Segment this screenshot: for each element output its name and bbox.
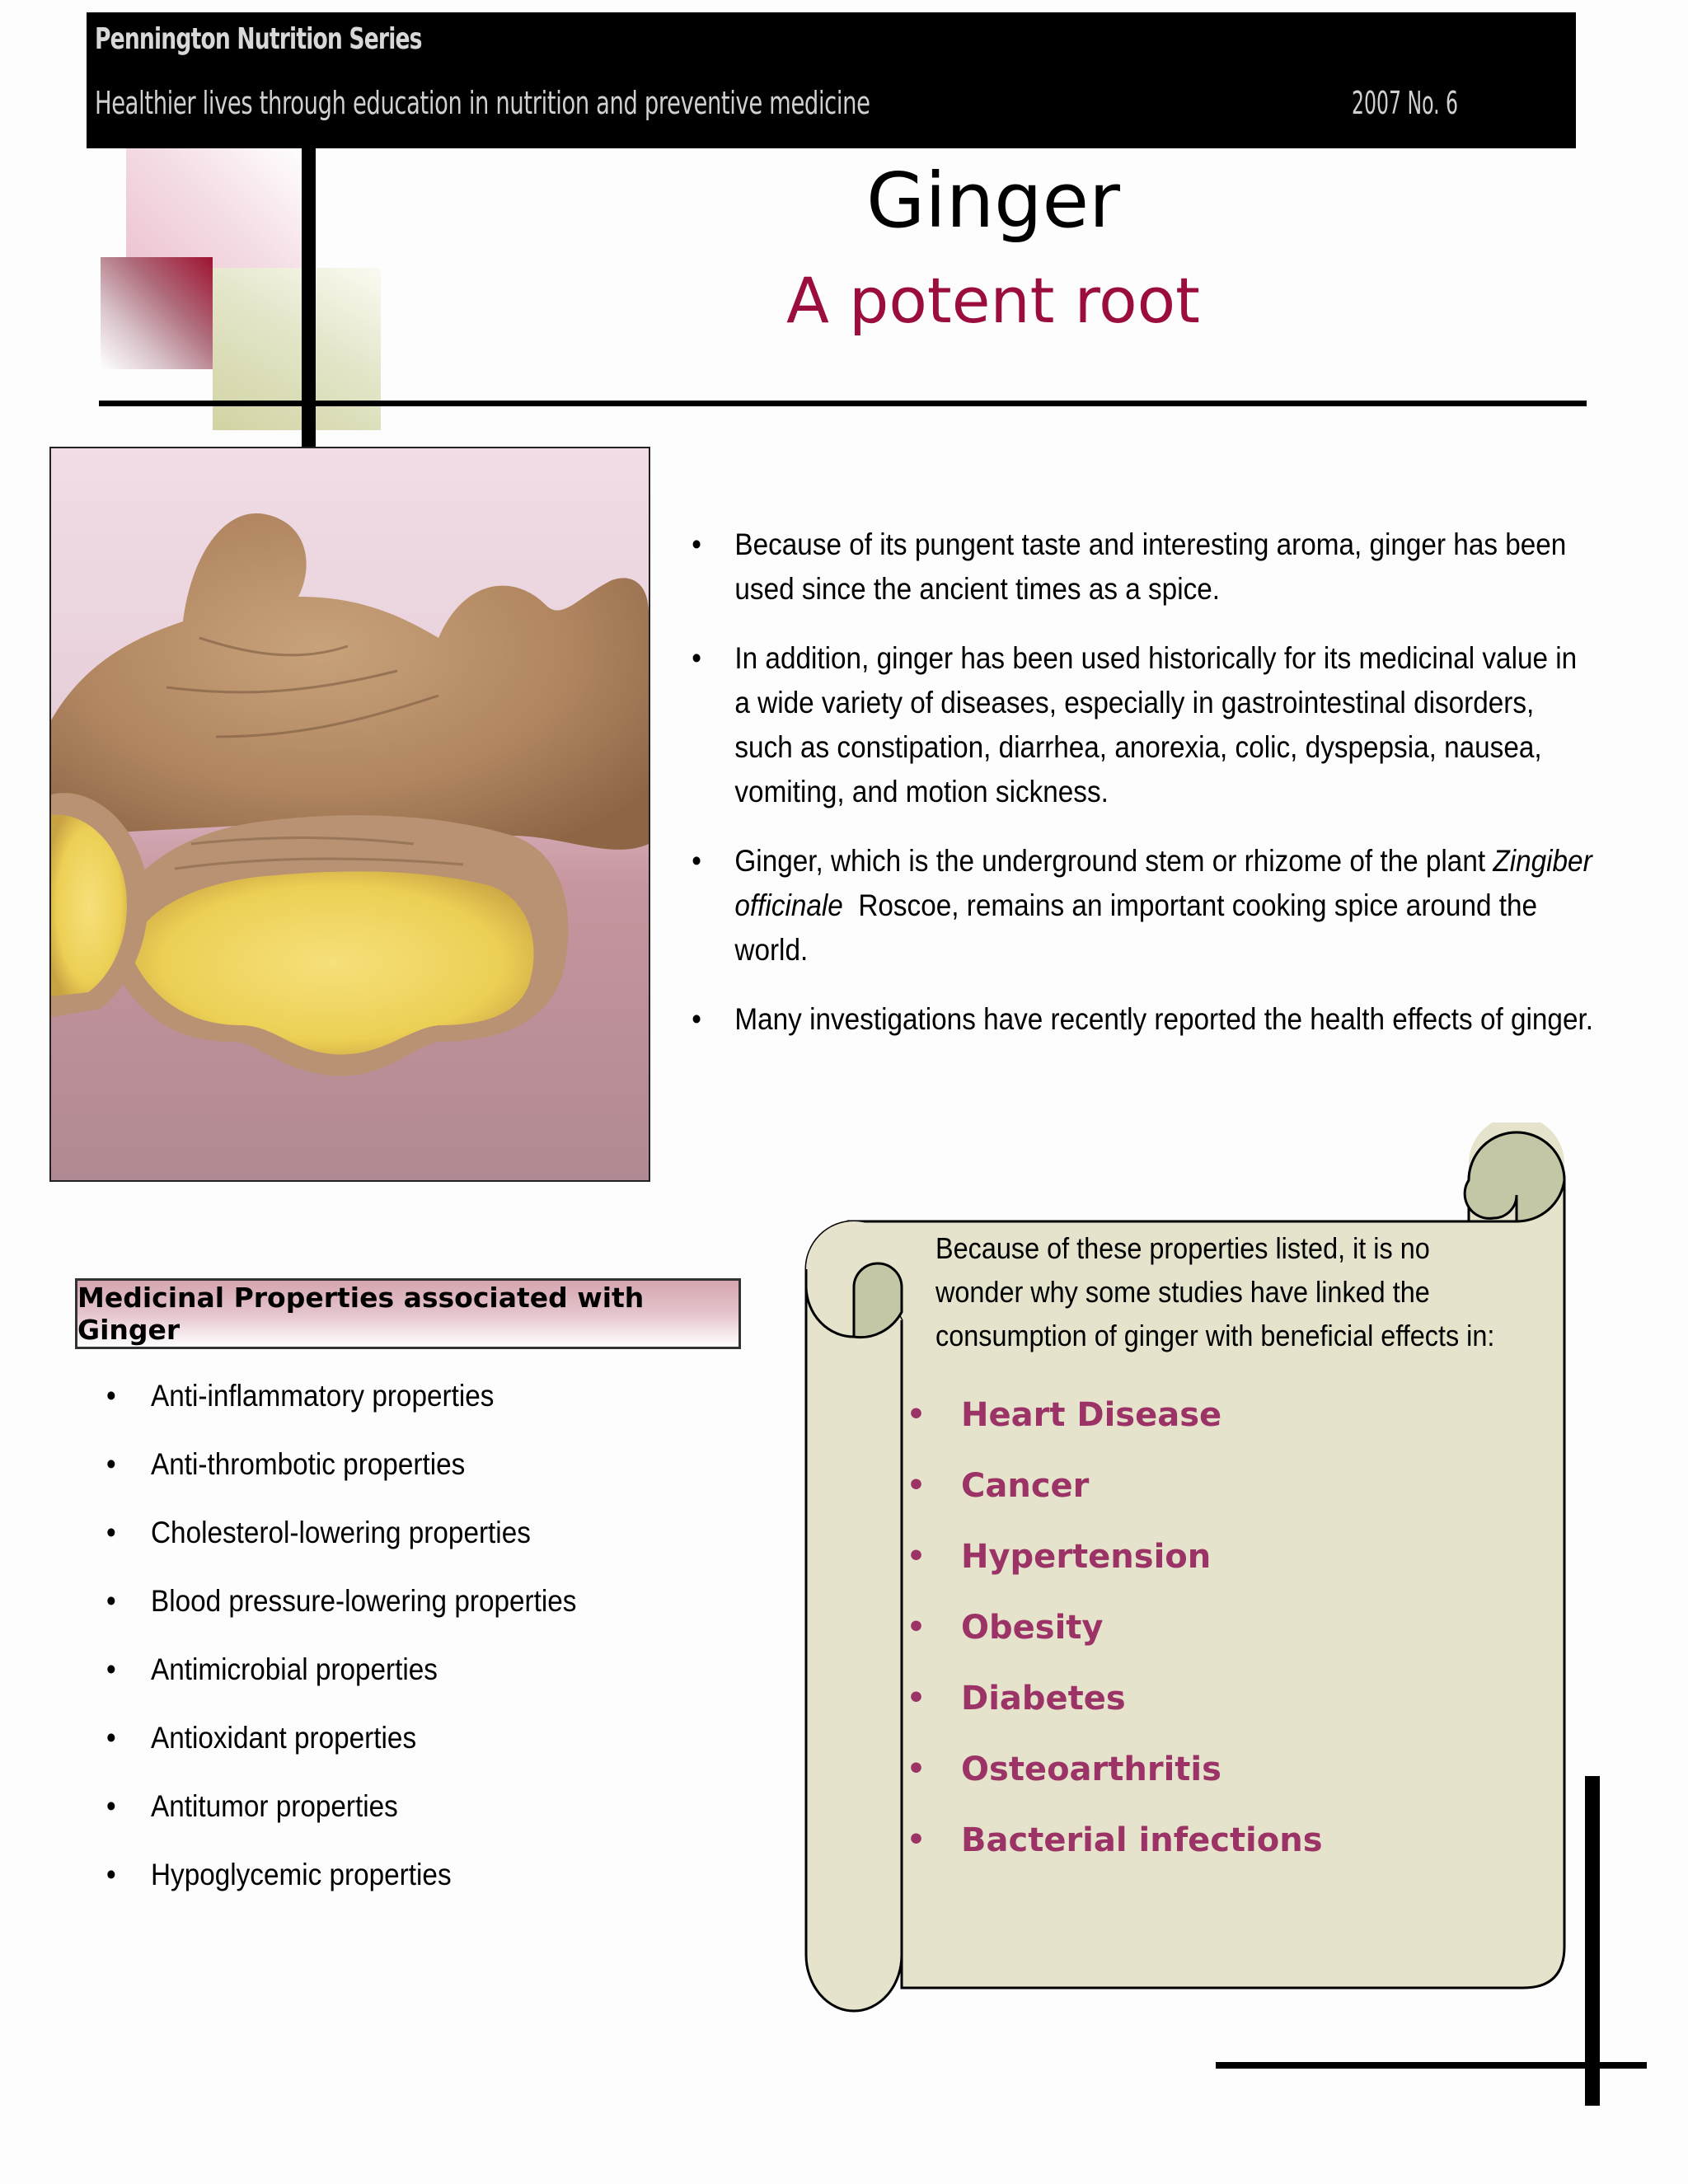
benefit-label: Cancer <box>961 1467 1090 1505</box>
benefit-label: Bacterial infections <box>961 1821 1323 1859</box>
benefit-item <box>907 1385 1323 1455</box>
bullet-icon: • <box>907 1681 926 1715</box>
intro-bullet <box>686 839 1595 972</box>
properties-list <box>99 1371 630 1919</box>
bullet-icon: • <box>692 527 701 561</box>
bullet-icon: • <box>692 844 701 878</box>
property-item <box>99 1850 576 1919</box>
property-label: Anti-inflammatory properties <box>151 1379 495 1413</box>
decorative-maroon-square <box>101 257 213 369</box>
property-item <box>99 1371 576 1440</box>
decorative-vertical-bar-bottom <box>1585 1776 1600 2106</box>
property-label: Hypoglycemic properties <box>151 1858 452 1891</box>
benefit-label: Heart Disease <box>961 1396 1222 1434</box>
bullet-icon: • <box>907 1610 926 1644</box>
decorative-pink-square <box>126 148 305 269</box>
property-item <box>99 1645 576 1713</box>
property-item <box>99 1508 576 1577</box>
scientific-name: Zingiber officinale <box>734 844 1592 922</box>
properties-header-box <box>75 1278 741 1349</box>
bullet-icon: • <box>907 1823 926 1857</box>
benefit-label: Hypertension <box>961 1538 1212 1576</box>
bullet-icon: • <box>106 1652 116 1686</box>
bullet-icon: • <box>692 641 701 675</box>
intro-bullet-text: Roscoe, remains an important cooking spice around the world. <box>734 888 1545 967</box>
property-label: Blood pressure-lowering properties <box>151 1584 577 1618</box>
benefit-item <box>907 1597 1323 1668</box>
masthead-banner <box>87 12 1576 148</box>
property-item <box>99 1713 576 1782</box>
benefit-label: Diabetes <box>961 1680 1126 1718</box>
bullet-icon: • <box>106 1721 116 1755</box>
intro-bullet-text: In addition, ginger has been used historically for its medicinal value in a wide variety of diseases, especially in gastrointestinal disorders, such as constipation, diarrhea, anorexia, colic, dyspepsia, nausea, vomiting, and motion sickness. <box>734 641 1578 808</box>
benefit-item <box>907 1739 1323 1810</box>
bullet-icon: • <box>106 1789 116 1823</box>
bullet-icon: • <box>106 1516 116 1549</box>
benefit-label: Obesity <box>961 1609 1104 1647</box>
bullet-icon: • <box>907 1752 926 1786</box>
property-item <box>99 1782 576 1850</box>
bullet-icon: • <box>907 1469 926 1502</box>
property-item <box>99 1577 576 1645</box>
property-label: Antimicrobial properties <box>151 1652 438 1686</box>
series-title: Pennington Nutrition Series <box>95 22 422 56</box>
property-label: Anti-thrombotic properties <box>151 1447 466 1481</box>
benefits-list <box>907 1385 1323 1881</box>
properties-header: Medicinal Properties associated with Ginger <box>77 1282 645 1346</box>
bullet-icon: • <box>907 1398 926 1432</box>
page-title: Ginger <box>866 157 1120 245</box>
intro-bullet <box>686 997 1595 1042</box>
property-label: Antitumor properties <box>151 1789 398 1823</box>
intro-bullet-text: Because of its pungent taste and interesting aroma, ginger has been used since the ancient times as a spice. <box>734 527 1567 606</box>
intro-bullet-text: Many investigations have recently reported the health effects of ginger. <box>734 1002 1593 1036</box>
benefit-label: Osteoarthritis <box>961 1750 1221 1788</box>
intro-bullet <box>686 636 1595 814</box>
benefit-item <box>907 1810 1323 1881</box>
intro-bullet-list <box>686 523 1593 1066</box>
property-item <box>99 1440 576 1508</box>
scroll-intro-text: Because of these properties listed, it is no wonder why some studies have linked the consumption of ginger with beneficial effects in: <box>935 1231 1495 1352</box>
issue-number: 2007 No. 6 <box>1352 85 1459 121</box>
property-label: Cholesterol-lowering properties <box>151 1516 531 1549</box>
ginger-root-illustration <box>51 448 649 1180</box>
property-label: Antioxidant properties <box>151 1721 417 1755</box>
bullet-icon: • <box>106 1379 116 1413</box>
title-divider-rule <box>99 401 1587 406</box>
benefit-item <box>907 1668 1323 1739</box>
ginger-photo <box>49 447 650 1182</box>
page-subtitle: A potent root <box>786 264 1200 337</box>
decorative-horizontal-rule-bottom <box>1216 2062 1647 2069</box>
bullet-icon: • <box>106 1447 116 1481</box>
series-tagline: Healthier lives through education in nutrition and preventive medicine <box>95 85 870 121</box>
benefit-item <box>907 1455 1323 1526</box>
bullet-icon: • <box>907 1540 926 1573</box>
bullet-icon: • <box>106 1584 116 1618</box>
intro-bullet-text: Ginger, which is the underground stem or rhizome of the plant <box>734 844 1493 878</box>
bullet-icon: • <box>106 1858 116 1891</box>
benefit-item <box>907 1526 1323 1597</box>
intro-bullet <box>686 523 1595 612</box>
bullet-icon: • <box>692 1002 701 1036</box>
